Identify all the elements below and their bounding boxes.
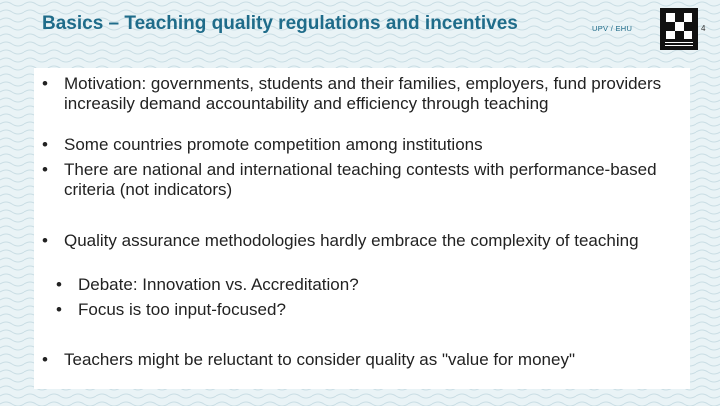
bullet-text: There are national and international teaching contests with performance-based criteria (not indicators) bbox=[64, 160, 657, 199]
bullet-item bbox=[42, 350, 684, 370]
university-tag: UPV / EHU bbox=[592, 24, 633, 33]
bullet-text: Teachers might be reluctant to consider quality as "value for money" bbox=[64, 350, 575, 369]
bullet-marker: • bbox=[42, 135, 48, 154]
university-logo-icon bbox=[660, 8, 698, 50]
page-number: 4 bbox=[701, 24, 706, 33]
bullet-marker: • bbox=[56, 300, 62, 319]
bullet-text: Quality assurance methodologies hardly embrace the complexity of teaching bbox=[64, 231, 639, 250]
bullet-item bbox=[42, 231, 684, 251]
bullet-marker: • bbox=[56, 275, 62, 294]
bullet-text: Some countries promote competition among institutions bbox=[64, 135, 483, 154]
bullet-marker: • bbox=[42, 350, 48, 369]
sub-bullet-item bbox=[56, 275, 678, 295]
bullet-item bbox=[42, 74, 684, 113]
content-panel bbox=[34, 68, 690, 389]
bullet-marker: • bbox=[42, 231, 48, 250]
bullet-text: Focus is too input-focused? bbox=[78, 300, 286, 319]
bullet-text: Debate: Innovation vs. Accreditation? bbox=[78, 275, 359, 294]
bullet-marker: • bbox=[42, 160, 48, 179]
bullet-marker: • bbox=[42, 74, 48, 93]
bullet-text: Motivation: governments, students and their families, employers, fund providers increasily demand accountability and efficiency through teaching bbox=[64, 74, 662, 113]
slide-title: Basics – Teaching quality regulations and incentives bbox=[42, 13, 518, 34]
sub-bullet-item bbox=[56, 300, 678, 320]
bullet-item bbox=[42, 135, 684, 155]
bullet-item bbox=[42, 160, 684, 199]
